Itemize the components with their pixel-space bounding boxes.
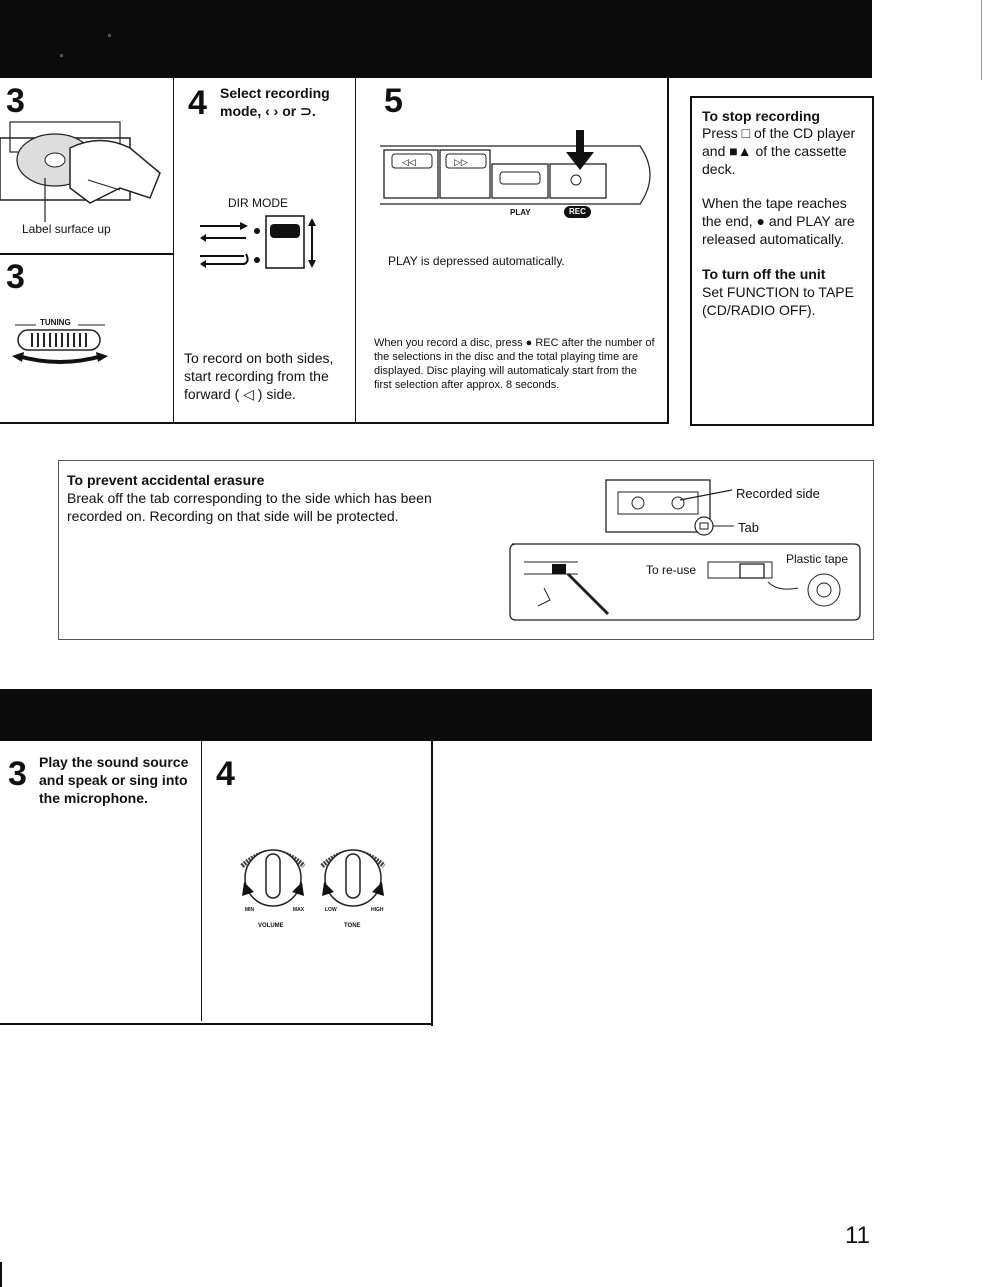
band-speck bbox=[60, 54, 63, 57]
disc-insert-illustration bbox=[0, 118, 170, 223]
step-title: Select recording mode, ‹ › or ⊃. bbox=[220, 85, 330, 119]
divider bbox=[0, 1023, 433, 1025]
volume-knob-icon bbox=[236, 842, 310, 912]
step-number: 3 bbox=[6, 82, 25, 120]
divider bbox=[0, 253, 173, 255]
divider bbox=[0, 422, 669, 424]
divider bbox=[355, 78, 356, 422]
step-number: 5 bbox=[384, 82, 403, 120]
tab-label: Tab bbox=[738, 520, 759, 535]
volume-min-label: MIN bbox=[245, 907, 255, 913]
tape-end-text: When the tape reaches the end, ● and PLAY are released automatically. bbox=[702, 195, 855, 247]
cassette-deck-buttons-illustration bbox=[380, 130, 658, 214]
svg-text:◁◁: ◁◁ bbox=[402, 158, 416, 168]
step-number: 4 bbox=[216, 755, 235, 793]
tuning-dial-illustration bbox=[10, 322, 110, 372]
tuning-label: TUNING bbox=[40, 318, 71, 327]
sound-source-instruction: Play the sound source and speak or sing into the microphone. bbox=[39, 754, 189, 806]
play-button-label: PLAY bbox=[510, 208, 531, 217]
recorded-side-label: Recorded side bbox=[736, 486, 820, 501]
divider bbox=[431, 741, 433, 1026]
tone-low-label: LOW bbox=[325, 907, 337, 913]
top-header-band bbox=[0, 0, 872, 78]
divider bbox=[201, 741, 202, 1021]
tone-label: TONE bbox=[344, 923, 361, 929]
volume-max-label: MAX bbox=[293, 907, 305, 913]
bottom-header-band bbox=[0, 689, 872, 741]
svg-text:▷▷: ▷▷ bbox=[454, 158, 468, 168]
dir-mode-switch-icon bbox=[200, 214, 330, 270]
erasure-title: To prevent accidental erasure bbox=[67, 472, 265, 488]
both-sides-note: To record on both sides, start recording from the forward ( ◁ ) side. bbox=[184, 350, 334, 402]
volume-label: VOLUME bbox=[258, 923, 284, 929]
plastic-tape-label: Plastic tape bbox=[786, 552, 849, 566]
disc-record-note: When you record a disc, press ● REC after the number of the selections in the disc and the total playing time are displayed. Disc playing will automaticaly start from the first selection after approx. 8 seconds. bbox=[374, 337, 655, 391]
dir-mode-label: DIR MODE bbox=[228, 196, 288, 210]
step-number: 3 bbox=[8, 755, 27, 793]
tone-knob-icon bbox=[316, 842, 390, 912]
divider bbox=[667, 78, 669, 424]
play-depressed-note: PLAY is depressed automatically. bbox=[388, 254, 565, 268]
scan-edge-mark bbox=[981, 0, 982, 80]
step-number: 4 bbox=[188, 84, 207, 122]
scan-edge-mark bbox=[0, 1262, 2, 1287]
label-surface-caption: Label surface up bbox=[22, 222, 111, 236]
turn-off-title: To turn off the unit bbox=[702, 266, 826, 282]
cassette-tab-illustration bbox=[604, 474, 734, 544]
page-number: 11 bbox=[845, 1222, 870, 1249]
erasure-text: Break off the tab corresponding to the side which has been recorded on. Recording on that side will be protected. bbox=[67, 490, 432, 524]
rec-button-label: REC bbox=[564, 206, 591, 218]
step-number: 3 bbox=[6, 258, 25, 296]
stop-recording-text: Press □ of the CD player and ■▲ of the cassette deck. bbox=[702, 125, 856, 177]
stop-recording-title: To stop recording bbox=[702, 108, 820, 124]
turn-off-text: Set FUNCTION to TAPE (CD/RADIO OFF). bbox=[702, 284, 854, 318]
reuse-label: To re-use bbox=[646, 563, 697, 577]
divider bbox=[173, 78, 174, 422]
tone-high-label: HIGH bbox=[371, 907, 384, 913]
band-speck bbox=[108, 34, 111, 37]
